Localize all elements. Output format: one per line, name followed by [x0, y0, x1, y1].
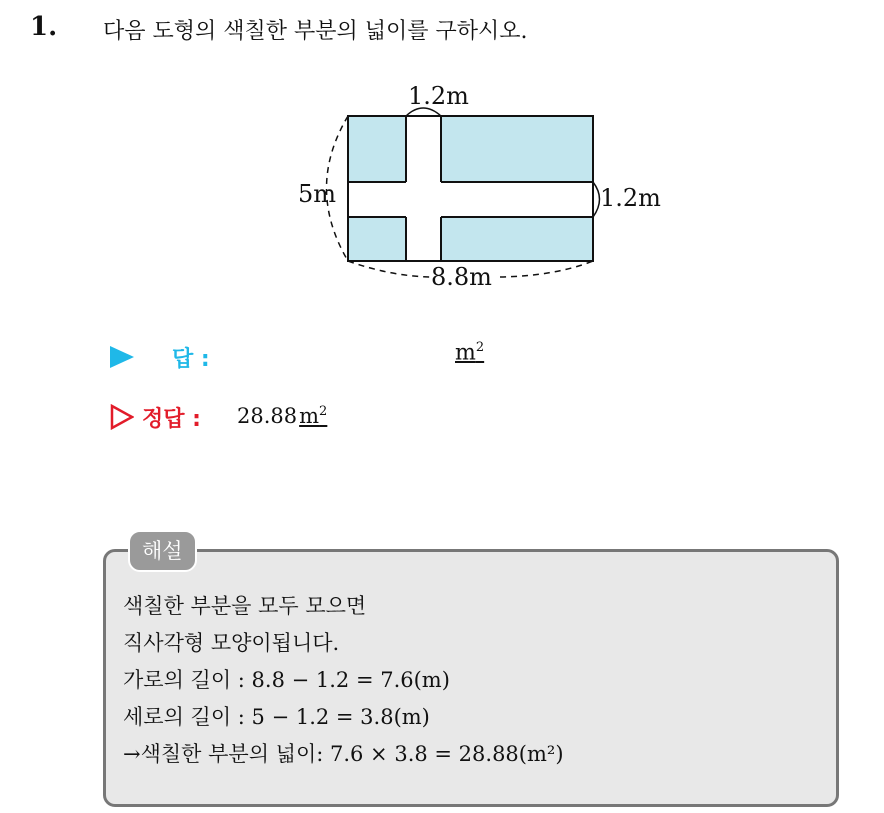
correct-unit-base: m: [299, 404, 320, 428]
answer-unit: m: [455, 340, 476, 366]
bottom-dim-arc-left: [348, 261, 430, 277]
question-number: 1.: [30, 12, 58, 42]
bottom-dim-label: 8.8m: [431, 263, 492, 290]
correct-unit-exp: 2: [319, 404, 328, 419]
correct-value: [237, 404, 327, 428]
solution-line: 색칠한 부분을 모두 모으면: [123, 594, 367, 618]
top-dim-label: 1.2m: [408, 82, 469, 110]
correct-unit: [299, 404, 327, 428]
answer-unit-exp: 2: [475, 340, 485, 355]
solution-line: →색칠한 부분의 넓이: 7.6 × 3.8 = 28.88(m²): [123, 742, 564, 766]
solution-line: 가로의 길이 : 8.8 − 1.2 = 7.6(m): [123, 668, 450, 692]
shape-figure: [290, 80, 670, 290]
correct-number: 28.88: [237, 404, 298, 428]
correct-answer-row: [110, 400, 610, 434]
answer-blank[interactable]: [455, 340, 484, 365]
horizontal-road: [348, 182, 593, 217]
figure-svg: [290, 80, 670, 290]
outline-triangle-icon: [110, 404, 134, 430]
left-dim-label: 5m: [298, 180, 337, 208]
play-triangle-icon: [110, 346, 134, 368]
solution-lines: [123, 588, 823, 773]
right-dim-label: 1.2m: [600, 184, 661, 212]
answer-label: 답 :: [172, 347, 210, 372]
solution-line: 세로의 길이 : 5 − 1.2 = 3.8(m): [123, 705, 430, 729]
question-text: 다음 도형의 색칠한 부분의 넓이를 구하시오.: [103, 19, 528, 44]
solution-line: 직사각형 모양이됩니다.: [123, 631, 340, 655]
correct-label: 정답 :: [142, 407, 201, 432]
answer-row: [110, 340, 610, 374]
solution-tag: 해설: [128, 530, 197, 572]
bottom-dim-arc-right: [500, 261, 593, 277]
